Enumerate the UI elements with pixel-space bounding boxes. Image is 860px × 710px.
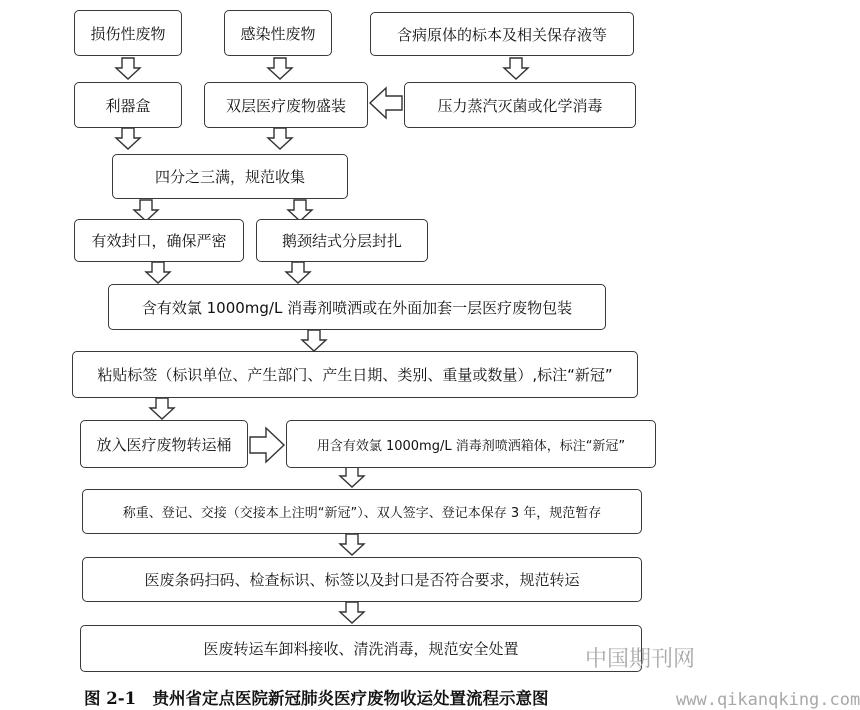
node-label-tag (72, 351, 638, 398)
arrow-down-icon (116, 128, 140, 149)
arrow-down-icon (340, 534, 364, 555)
arrow-down-icon (134, 200, 158, 221)
node-seal-mouth (74, 219, 244, 262)
arrow-right-icon (250, 428, 284, 462)
node-label: 含病原体的标本及相关保存液等 (396, 25, 607, 44)
node-gooseneck-seal (256, 219, 428, 262)
arrow-left-icon (370, 88, 402, 118)
node-label: 含有效氯 1000mg/L 消毒剂喷洒或在外面加套一层医疗废物包装 (141, 298, 573, 317)
node-label: 压力蒸汽灭菌或化学消毒 (437, 96, 603, 115)
node-spray-box (286, 420, 656, 468)
node-label: 放入医疗废物转运桶 (96, 435, 232, 454)
node-label: 四分之三满，规范收集 (154, 168, 305, 186)
node-label: 用含有效氯 1000mg/L 消毒剂喷洒箱体，标注“新冠” (316, 438, 626, 454)
node-label: 有效封口，确保严密 (91, 232, 227, 250)
node-spray-disinfect (108, 284, 606, 330)
arrow-down-icon (116, 58, 140, 79)
node-three-quarters (112, 154, 348, 199)
node-label: 双层医疗废物盛装 (225, 96, 346, 115)
node-pathogen-specimens (370, 12, 634, 56)
node-label: 粘贴标签（标识单位、产生部门、产生日期、类别、重量或数量）,标注“新冠” (97, 366, 613, 384)
arrow-down-icon (268, 128, 292, 149)
figure-caption: 图 2-1 贵州省定点医院新冠肺炎医疗废物收运处置流程示意图 (84, 689, 549, 708)
node-barcode-check (82, 557, 642, 602)
arrow-down-icon (146, 262, 170, 283)
arrow-down-icon (268, 58, 292, 79)
node-final-disposal (80, 625, 642, 672)
node-label: 利器盒 (105, 96, 151, 115)
node-label: 损伤性废物 (90, 24, 166, 43)
node-sharp-waste (74, 10, 182, 56)
node-double-bag (204, 82, 368, 128)
node-label: 称重、登记、交接（交接本上注明“新冠”）、双人签字、登记本保存 3 年，规范暂存 (122, 506, 602, 521)
watermark-text: 中国期刊网 (585, 647, 696, 672)
node-label: 感染性废物 (240, 24, 316, 43)
arrow-down-icon (340, 466, 364, 487)
arrow-down-icon (288, 200, 312, 221)
node-sharps-box (74, 82, 182, 128)
arrow-down-icon (150, 398, 174, 419)
node-label: 鹅颈结式分层封扎 (281, 232, 402, 250)
node-transfer-bin (80, 420, 248, 468)
arrow-down-icon (340, 602, 364, 623)
arrow-down-icon (302, 330, 326, 351)
watermark-url: www.qikanqking.com (676, 690, 860, 710)
node-sterilize (404, 82, 636, 128)
arrow-down-icon (286, 262, 310, 283)
node-weigh-register (82, 489, 642, 534)
arrow-down-icon (504, 58, 528, 79)
node-label: 医废条码扫码、检查标识、标签以及封口是否符合要求，规范转运 (144, 571, 580, 589)
node-infectious-waste (224, 10, 332, 56)
node-label: 医废转运车卸料接收、清洗消毒，规范安全处置 (203, 640, 519, 658)
